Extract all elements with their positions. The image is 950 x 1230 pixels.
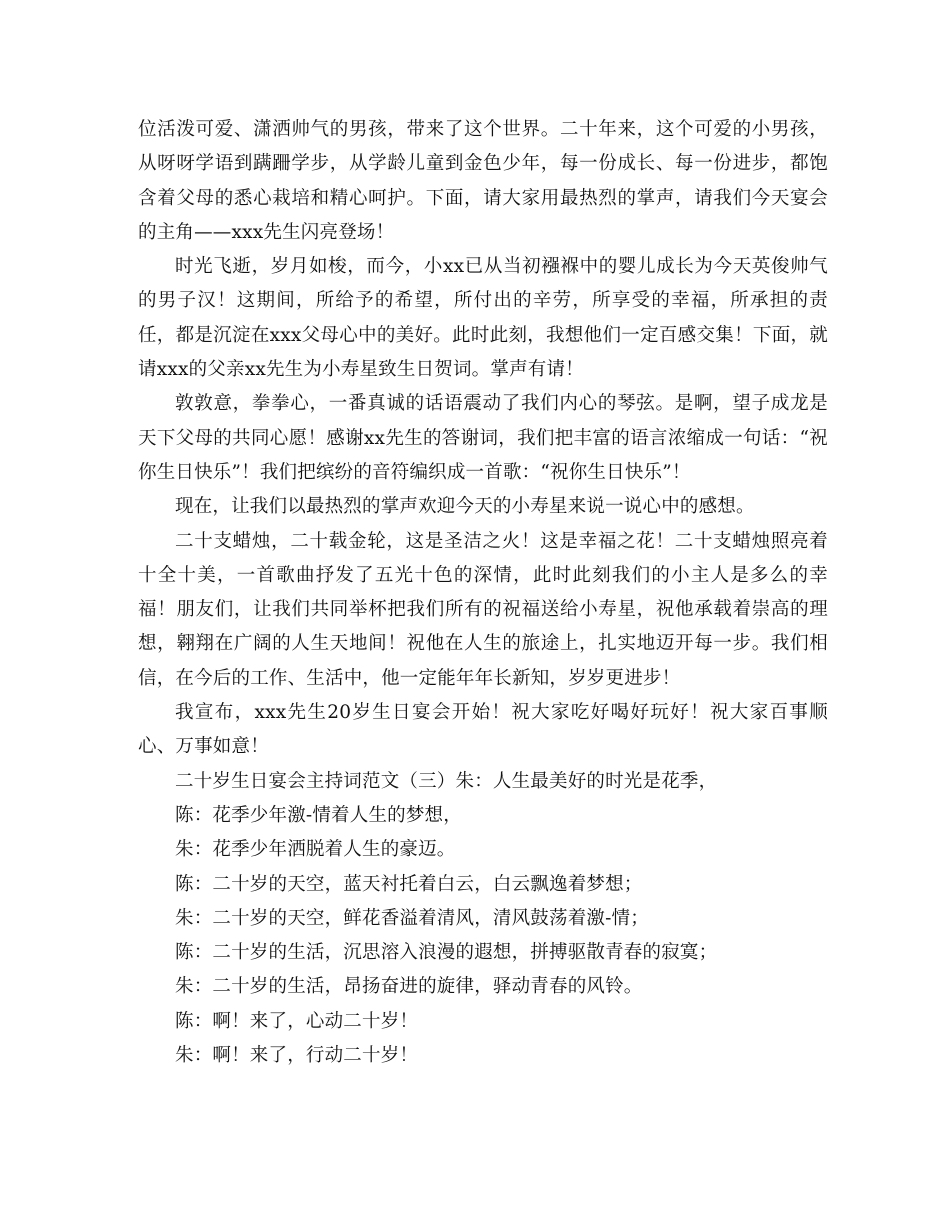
dialog-line: 朱：二十岁的天空，鲜花香溢着清风，清风鼓荡着激-情； xyxy=(175,907,649,929)
dialog-line: 陈：花季少年激-情着人生的梦想， xyxy=(175,804,462,826)
section-heading-line: 二十岁生日宴会主持词范文（三）朱：人生最美好的时光是花季， xyxy=(175,770,718,792)
dialog-line: 陈：二十岁的生活，沉思溶入浪漫的遐想，拼搏驱散青春的寂寞； xyxy=(175,942,718,964)
dialog-line: 朱：花季少年洒脱着人生的豪迈。 xyxy=(175,839,456,861)
dialog-line: 陈：二十岁的天空，蓝天衬托着白云，白云飘逸着梦想； xyxy=(175,873,643,895)
paragraph-2: 时光飞逝，岁月如梭，而今，小xx已从当初襁褓中的婴儿成长为今天英俊帅气的男子汉！这期间，所给予的希望，所付出的辛劳，所享受的幸福，所承担的责任，都是沉淀在xxx父母心中的美好。此时此刻，我想他们一定百感交集！下面，就请xxx的父亲xx先生为小寿星致生日贺词。掌声有请！ xyxy=(138,256,828,381)
document-body xyxy=(138,113,828,1073)
dialog-line: 朱：啊！来了，行动二十岁！ xyxy=(175,1045,419,1067)
dialog-line: 朱：二十岁的生活，昂扬奋进的旋律，驿动青春的风铃。 xyxy=(175,976,643,998)
paragraph-1: 位活泼可爱、潇洒帅气的男孩，带来了这个世界。二十年来，这个可爱的小男孩，从呀呀学语到蹒跚学步，从学龄儿童到金色少年，每一份成长、每一份进步，都饱含着父母的悉心栽培和精心呵护。下面，请大家用最热烈的掌声，请我们今天宴会的主角——xxx先生闪亮登场！ xyxy=(138,119,828,243)
paragraph-4: 现在，让我们以最热烈的掌声欢迎今天的小寿星来说一说心中的感想。 xyxy=(175,496,755,518)
paragraph-6: 我宣布，xxx先生20岁生日宴会开始！祝大家吃好喝好玩好！祝大家百事顺心、万事如意！ xyxy=(138,702,828,758)
paragraph-5: 二十支蜡烛，二十载金轮，这是圣洁之火！这是幸福之花！二十支蜡烛照亮着十全十美，一首歌曲抒发了五光十色的深情，此时此刻我们的小主人是多么的幸福！朋友们，让我们共同举杯把我们所有的祝福送给小寿星，祝他承载着崇高的理想，翱翔在广阔的人生天地间！祝他在人生的旅途上，扎实地迈开每一步。我们相信，在今后的工作、生活中，他一定能年年长新知，岁岁更进步！ xyxy=(138,530,828,689)
paragraph-3: 敦敦意，拳拳心，一番真诚的话语震动了我们内心的琴弦。是啊，望子成龙是天下父母的共同心愿！感谢xx先生的答谢词，我们把丰富的语言浓缩成一句话：“祝你生日快乐”！我们把缤纷的音符编织成一首歌：“祝你生日快乐”！ xyxy=(138,393,828,483)
dialog-line: 陈：啊！来了，心动二十岁！ xyxy=(175,1010,419,1032)
